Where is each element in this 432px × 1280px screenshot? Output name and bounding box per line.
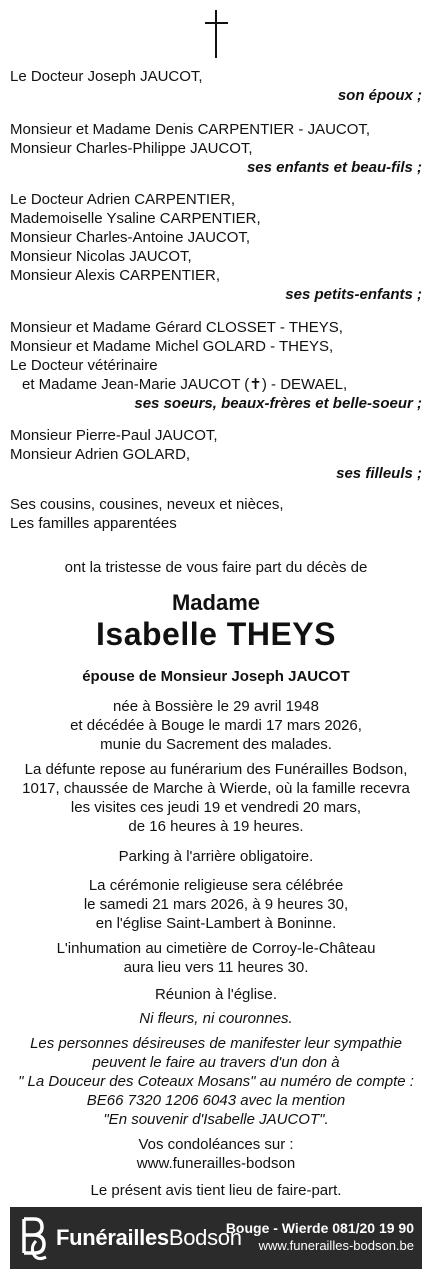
- family-line: Monsieur Pierre-Paul JAUCOT,: [10, 427, 218, 444]
- notice-line: Le présent avis tient lieu de faire-part.: [90, 1182, 342, 1199]
- family-line: Mademoiselle Ysaline CARPENTIER,: [10, 210, 261, 227]
- burial-block: [0, 939, 432, 977]
- location-phone: Bouge - Wierde 081/20 19 90: [225, 1220, 414, 1236]
- text-line: en l'église Saint-Lambert à Boninne.: [95, 915, 337, 932]
- family-line: Monsieur Nicolas JAUCOT,: [10, 248, 192, 265]
- text-line: aura lieu vers 11 heures 30.: [123, 959, 309, 976]
- text-line: munie du Sacrement des malades.: [100, 736, 332, 753]
- family-line: Monsieur Charles-Philippe JAUCOT,: [10, 140, 253, 157]
- funeral-home-banner: [10, 1207, 422, 1269]
- family-group-children: [10, 120, 422, 177]
- contact-info: [226, 1220, 414, 1254]
- family-group-extended: [10, 495, 422, 533]
- visitation-block: [0, 760, 432, 836]
- family-line: Monsieur Alexis CARPENTIER,: [10, 267, 221, 284]
- text-line: les visites ces jeudi 19 et vendredi 20 mars,: [70, 799, 362, 816]
- family-role: son époux ;: [337, 87, 422, 104]
- deceased-name: Isabelle THEYS: [96, 616, 336, 652]
- ceremony-block: [0, 876, 432, 933]
- text-line: La défunte repose au funérarium des Funérailles Bodson,: [24, 761, 408, 778]
- meeting-line: Réunion à l'église.: [154, 986, 278, 1003]
- family-role: ses petits-enfants ;: [285, 286, 422, 303]
- text-line: le samedi 21 mars 2026, à 9 heures 30,: [83, 896, 349, 913]
- family-line: Monsieur et Madame Denis CARPENTIER - JAUCOT,: [10, 121, 371, 138]
- family-line-indented: et Madame Jean-Marie JAUCOT (✝) - DEWAEL,: [22, 376, 348, 393]
- text-line: Les personnes désireuses de manifester leur sympathie: [30, 1035, 402, 1052]
- text-line: peuvent le faire au travers d'un don à: [92, 1054, 340, 1071]
- family-line: Le Docteur Joseph JAUCOT,: [10, 68, 203, 85]
- bodson-logo-icon: [20, 1215, 50, 1261]
- family-line: Le Docteur Adrien CARPENTIER,: [10, 191, 236, 208]
- family-line: Monsieur Adrien GOLARD,: [10, 446, 191, 463]
- family-role: ses enfants et beau-fils ;: [246, 159, 422, 176]
- cross-icon: [205, 10, 229, 60]
- text-line: L'inhumation au cimetière de Corroy-le-Château: [56, 940, 376, 957]
- text-line: Vos condoléances sur :: [138, 1136, 294, 1153]
- flowers-line: Ni fleurs, ni couronnes.: [139, 1010, 293, 1027]
- brand-name: FunéraillesBodson: [56, 1225, 242, 1250]
- family-group-siblings: [10, 318, 422, 413]
- family-line: Monsieur et Madame Michel GOLARD - THEYS,: [10, 338, 334, 355]
- family-role: ses filleuls ;: [336, 465, 422, 482]
- family-group-spouse: [10, 67, 422, 105]
- text-line: de 16 heures à 19 heures.: [128, 818, 304, 835]
- deceased-title: Madame: [171, 590, 261, 615]
- donation-block: [0, 1034, 432, 1129]
- text-line: "En souvenir d'Isabelle JAUCOT".: [103, 1111, 329, 1128]
- small-cross-icon: ✝: [249, 376, 262, 393]
- text-line: BE66 7320 1206 6043 avec la mention: [86, 1092, 346, 1109]
- parking-line: Parking à l'arrière obligatoire.: [118, 848, 314, 865]
- birth-death-block: [0, 697, 432, 754]
- condolences-link[interactable]: www.funerailles-bodson: [136, 1155, 296, 1172]
- text-line: née à Bossière le 29 avril 1948: [113, 698, 319, 715]
- family-role: ses soeurs, beaux-frères et belle-soeur ;: [134, 395, 422, 412]
- family-line: Ses cousins, cousines, neveux et nièces,: [10, 496, 284, 513]
- family-line: Les familles apparentées: [10, 515, 177, 532]
- family-line: Le Docteur vétérinaire: [10, 357, 158, 374]
- family-group-godchildren: [10, 426, 422, 483]
- text-line: La cérémonie religieuse sera célébrée: [88, 877, 344, 894]
- family-group-grandchildren: [10, 190, 422, 304]
- family-line: Monsieur Charles-Antoine JAUCOT,: [10, 229, 251, 246]
- spouse-line: épouse de Monsieur Joseph JAUCOT: [82, 668, 350, 685]
- condolences-block: [0, 1135, 432, 1173]
- website-link[interactable]: www.funerailles-bodson.be: [258, 1238, 414, 1253]
- announcement-line: ont la tristesse de vous faire part du décès de: [64, 559, 368, 576]
- family-line: Monsieur et Madame Gérard CLOSSET - THEYS,: [10, 319, 343, 336]
- text-line: " La Douceur des Coteaux Mosans" au numéro de compte :: [18, 1073, 414, 1090]
- text-line: 1017, chaussée de Marche à Wierde, où la famille recevra: [22, 780, 410, 797]
- text-line: et décédée à Bouge le mardi 17 mars 2026,: [70, 717, 362, 734]
